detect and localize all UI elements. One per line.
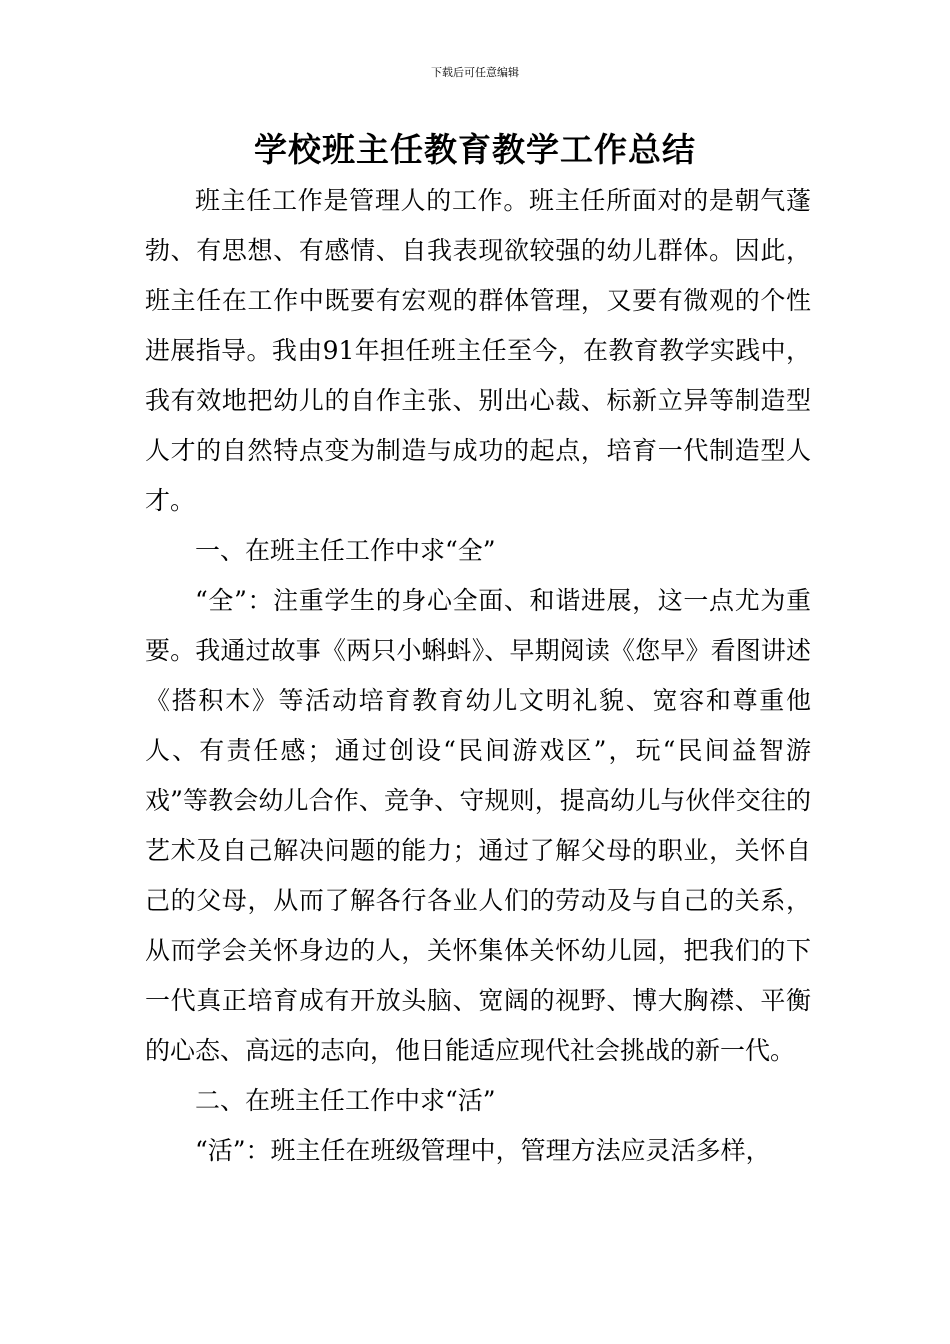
document-body xyxy=(145,176,811,1176)
document-title: 学校班主任教育教学工作总结 xyxy=(254,130,696,169)
paragraph-intro: 班主任工作是管理人的工作。班主任所面对的是朝气蓬勃、有思想、有感情、自我表现欲较强的幼儿群体。因此，班主任在工作中既要有宏观的群体管理，又要有微观的个性进展指导。我由91年担任班主任至今，在教育教学实践中，我有效地把幼儿的自作主张、别出心裁、标新立异等制造型人才的自然特点变为制造与成功的起点，培育一代制造型人才。 xyxy=(145,186,811,515)
page-header-note: 下载后可任意编辑 xyxy=(431,66,519,79)
section-heading-2: 二、在班主任工作中求“活” xyxy=(195,1086,496,1115)
paragraph-section-1: “全”：注重学生的身心全面、和谐进展，这一点尤为重要。我通过故事《两只小蝌蚪》、早期阅读《您早》看图讲述《搭积木》等活动培育教育幼儿文明礼貌、宽容和尊重他人、有责任感；通过创设“民间游戏区”，玩“民间益智游戏”等教会幼儿合作、竞争、守规则，提高幼儿与伙伴交往的艺术及自己解决问题的能力；通过了解父母的职业，关怀自己的父母，从而了解各行各业人们的劳动及与自己的关系，从而学会关怀身边的人，关怀集体关怀幼儿园，把我们的下一代真正培育成有开放头脑、宽阔的视野、博大胸襟、平衡的心态、高远的志向，他日能适应现代社会挑战的新一代。 xyxy=(145,586,811,1065)
section-heading-1: 一、在班主任工作中求“全” xyxy=(195,536,496,565)
paragraph-section-2: “活”：班主任在班级管理中，管理方法应灵活多样， xyxy=(195,1136,771,1165)
